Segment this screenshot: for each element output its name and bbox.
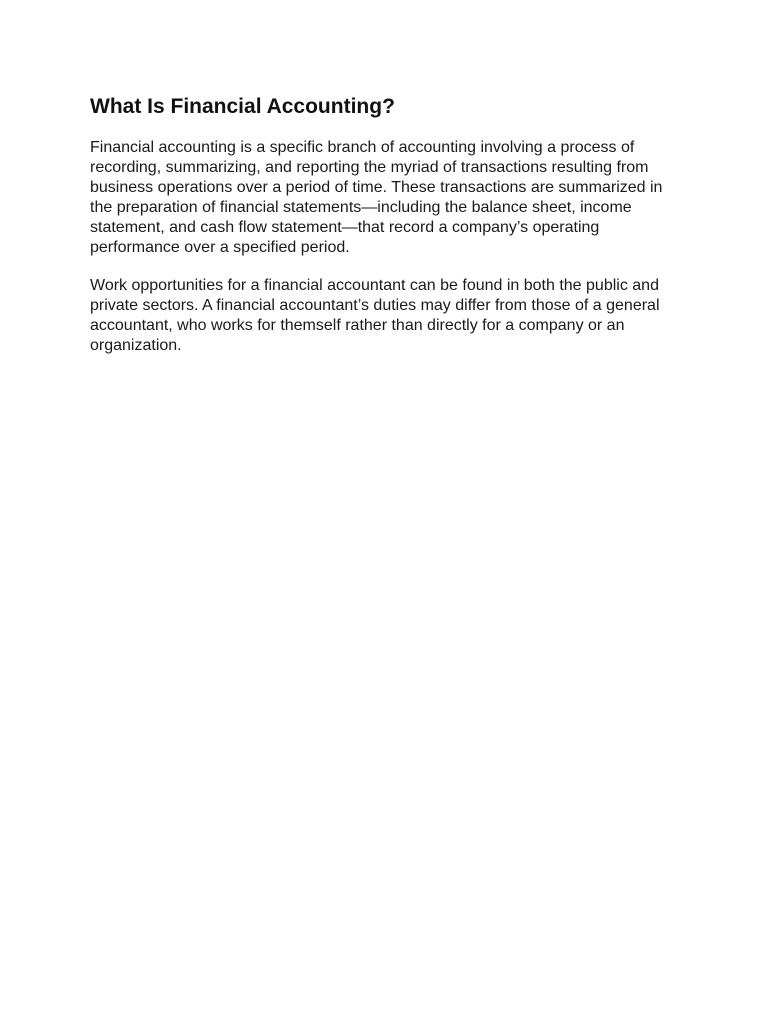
paragraph-definition: Financial accounting is a specific branch of accounting involving a process of recording, summarizing, and reporting the myriad of transactions resulting from business operations over a period of time. These transactions are summarized in the preparation of financial statements—including the balance sheet, income statement, and cash flow statement—that record a company’s operating performance over a specified period. (90, 139, 663, 256)
paragraph-work-opportunities: Work opportunities for a financial accountant can be found in both the public and private sectors. A financial accountant’s duties may differ from those of a general accountant, who works for themself rather than directly for a company or an organization. (90, 277, 660, 354)
document-title: What Is Financial Accounting? (90, 95, 395, 118)
document-body (90, 93, 686, 374)
